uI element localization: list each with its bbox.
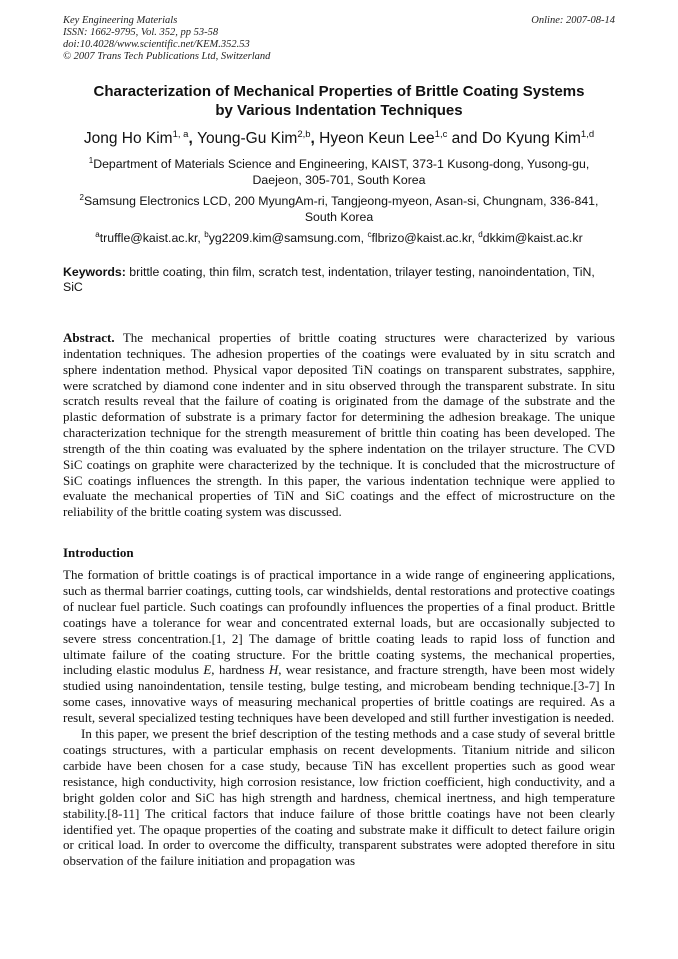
online-date: Online: 2007-08-14	[531, 15, 615, 26]
email-address: truffle@kaist.ac.kr,	[99, 231, 205, 245]
math-symbol: H	[268, 662, 279, 678]
abstract-label: Abstract.	[63, 330, 115, 345]
author-name: Do Kyung Kim	[481, 130, 581, 147]
affiliation-number: 2	[79, 192, 84, 202]
author-conjunction: and	[447, 130, 482, 147]
paragraph	[63, 567, 615, 726]
issn-line: ISSN: 1662-9795, Vol. 352, pp 53-58	[63, 27, 219, 38]
affiliation-number: 1	[88, 155, 94, 165]
author-superscript: 1,c	[434, 128, 448, 140]
keywords	[63, 265, 615, 295]
keywords-text: brittle coating, thin film, scratch test, indentation, trilayer testing, nanoindentation, TiN, SiC	[63, 265, 595, 294]
email-superscript: c	[367, 229, 372, 239]
journal-header	[63, 15, 615, 63]
journal-name: Key Engineering Materials	[63, 15, 178, 26]
abstract-text: The mechanical properties of brittle coating structures were characterized by various indentation techniques. The adhesion properties of the coatings were evaluated by in situ scratch and sphere indentation method. Physical vapor deposited TiN coatings on transparent substrates, sapphire, were scratched by diamond cone indenter and in situ observed through the transparent substrate. In situ scratch results reveal that the failure of coating is originated from the damage of the substrate and the plastic deformation of substrate is a primary factor for determining the adhesion breakage. The unique characterization technique for the strength measurement of brittle thin coating has been developed. The strength of the thin coating was evaluated by the sphere indentation on the trilayer structure. The CVD SiC coatings on graphite were characterized by the technique. It is concluded that the microstructure of SiC coatings influences the strength. In this paper, the various indentation technique were applied to evaluate the mechanical properties of TiN and SiC coatings and the effect of microstructure on the reliability of the brittle coating system was discussed.	[63, 330, 615, 520]
affiliation-text: Department of Materials Science and Engineering, KAIST, 373-1 Kusong-dong, Yusong-gu,	[93, 157, 590, 171]
author-name: Jong Ho Kim	[83, 130, 173, 147]
paragraph: In this paper, we present the brief description of the testing methods and a case study of several brittle coatings structures, with a particular emphasis on recent developments. Titanium nitride and silicon carbide have been chosen for a case study, because TiN has excellent properties such as good wear resistance, high conductivity, high corrosion resistance, low friction coefficient, high conductivity, and a bright golden color and SiC has high strength and hardness, chemical inertness, and high temperature stability.[8-11] The critical factors that induce failure of those brittle coatings have not been clearly identified yet. The opaque properties of the coating and substrate make it difficult to detect failure origin or critical load. In order to overcome the difficulty, transparent substrates were adopted therefore in situ observation of the failure initiation and propagation was	[63, 726, 615, 869]
email-address: dkkim@kaist.ac.kr	[482, 231, 583, 245]
section-heading-introduction: Introduction	[63, 545, 134, 560]
paragraph-text: , hardness	[211, 662, 269, 678]
author-name: Young-Gu Kim	[197, 130, 298, 147]
affiliation-text: Daejeon, 305-701, South Korea	[252, 173, 426, 187]
email-superscript: d	[478, 229, 483, 239]
paragraph-text: The formation of brittle coatings is of practical importance in a wide range of engineering applications, such as thermal barrier coatings, cutting tools, car windshields, dental restorations and protective coatings of nuclear fuel particle. Such coatings can profoundly influences the properties of a final product. Brittle coatings have a tolerance for wear and concentrated external loads, but are occasionally subjected to severe stress concentration.[1, 2] The damage of brittle coating leads to rapid loss of function and ultimate failure of the coating structure. For the brittle coating systems, the mechanical properties, including elastic modulus	[63, 567, 615, 678]
paper-title	[63, 82, 615, 120]
title-line-1: Characterization of Mechanical Properties of Brittle Coating Systems	[93, 83, 585, 100]
abstract	[63, 330, 615, 520]
email-address: flbrizo@kaist.ac.kr,	[371, 231, 479, 245]
author-emails	[63, 230, 615, 246]
introduction-body	[63, 567, 615, 869]
affiliation-text: Samsung Electronics LCD, 200 MyungAm-ri, Tangjeong-myeon, Asan-si, Chungnam, 336-841,	[83, 194, 599, 208]
copyright-line: © 2007 Trans Tech Publications Ltd, Switzerland	[63, 51, 271, 62]
email-address: yg2209.kim@samsung.com,	[208, 231, 368, 245]
author-superscript: 1, a	[172, 128, 189, 140]
author-list: Jong Ho Kim$^{1, a}$, Young-Gu Kim$^{2,b}$, Hyeon Keun Lee$^{1,c}$ and Do Kyung Kim$^{1,d}$	[83, 128, 595, 147]
keywords-label: Keywords:	[63, 265, 126, 279]
affiliation-text: South Korea	[304, 210, 374, 224]
author-name: Hyeon Keun Lee	[319, 130, 435, 147]
doi-line: doi:10.4028/www.scientific.net/KEM.352.53	[63, 39, 250, 50]
author-superscript: 2,b	[297, 128, 311, 140]
email-superscript: b	[204, 229, 209, 239]
affiliation-1	[63, 156, 615, 188]
math-symbol: E	[203, 662, 212, 678]
email-superscript: a	[95, 229, 100, 239]
affiliation-2	[63, 193, 615, 225]
author-superscript: 1,d	[580, 128, 595, 140]
paragraph-text: , wear resistance, and fracture strength, have been most widely studied using nanoindentation, tensile testing, bulge testing, and microbeam bending technique.[3-7] In some cases, innovative ways of measuring mechanical properties of brittle coatings are required. As a result, several specialized testing techniques have been developed and still further investigation is needed.	[63, 662, 615, 726]
title-line-2: by Various Indentation Techniques	[215, 102, 463, 119]
